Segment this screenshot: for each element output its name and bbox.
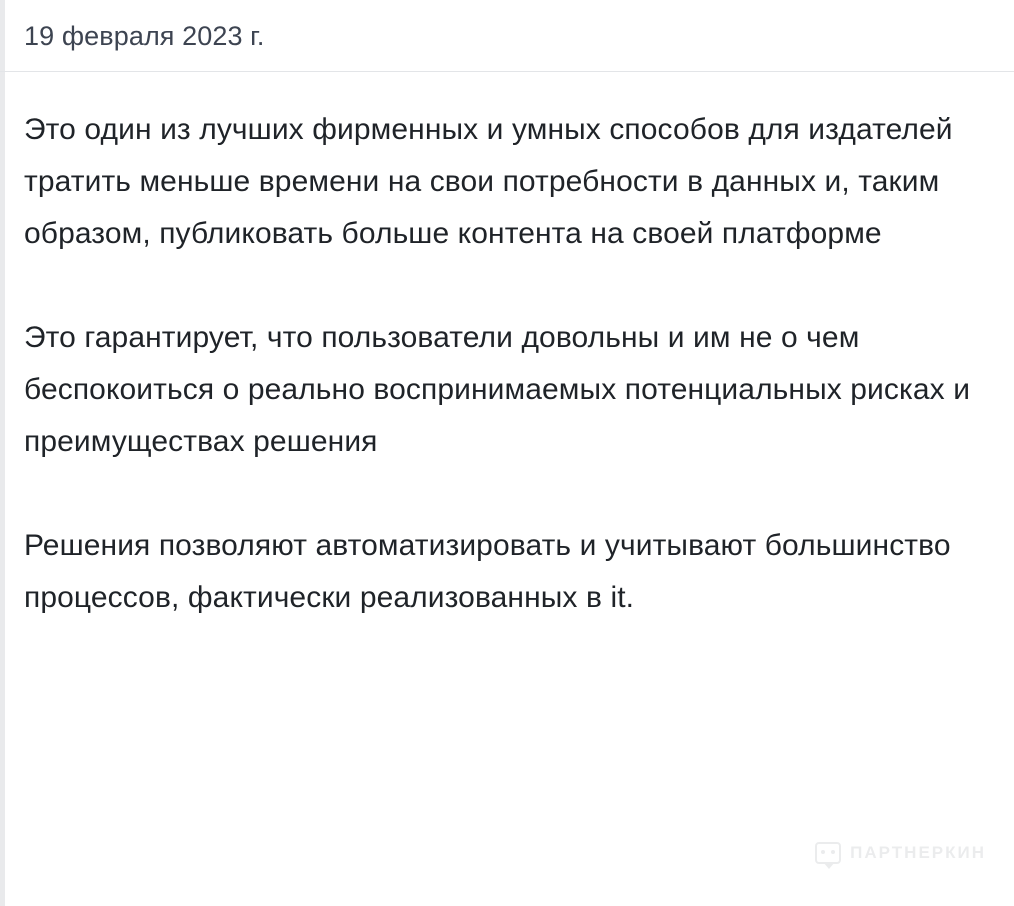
speech-bubble-icon <box>815 842 841 864</box>
watermark <box>815 842 986 864</box>
paragraph: Это один из лучших фирменных и умных способов для издателей тратить меньше времени на свои потребности в данных и, таким образом, публиковать больше контента на своей платформе <box>24 113 953 250</box>
article-body <box>0 72 1014 624</box>
paragraph: Это гарантирует, что пользователи довольны и им не о чем беспокоиться о реально воспринимаемых потенциальных рисках и преимуществах решения <box>24 321 971 458</box>
paragraph: Решения позволяют автоматизировать и учитывают большинство процессов, фактически реализованных в it. <box>24 529 951 614</box>
date-header <box>0 0 1014 72</box>
watermark-label: ПАРТНЕРКИН <box>850 843 986 862</box>
post-date: 19 февраля 2023 г. <box>24 21 265 51</box>
